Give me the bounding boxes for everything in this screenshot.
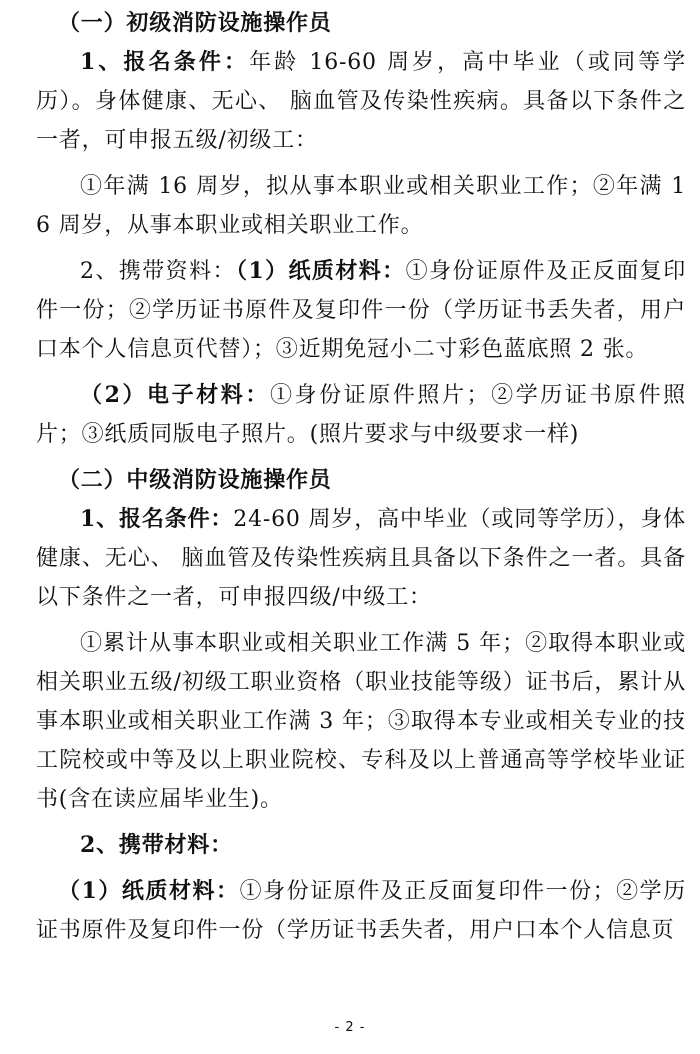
document-content	[36, 4, 686, 950]
section-1-item-3-label: （2）电子材料：	[80, 382, 270, 408]
section-2-item-3-text: ①身份证原件及正反面复印件一份；②学历证书原件及复印件一份（学历证书丢失者，用户口本个人信息页	[36, 879, 687, 943]
section-2-item-3-label: （1）纸质材料：	[58, 878, 240, 904]
section-2-item-1-paragraph	[36, 500, 686, 617]
section-2-item-1-label: 1、报名条件：	[80, 506, 234, 532]
section-2-item-1-text: 24-60 周岁，高中毕业（或同等学历），身体健康、无心、 脑血管及传染性疾病且具备以下条件之一者。具备以下条件之一者，可申报四级/中级工：	[36, 507, 686, 610]
section-1-item-2-sublabel: （1）纸质材料：	[235, 258, 406, 284]
section-2-heading: （二）中级消防设施操作员	[58, 467, 332, 493]
section-2-item-2-label: 2、携带材料：	[80, 832, 233, 858]
page-number: - 2 -	[334, 1020, 366, 1035]
section-1-item-3-paragraph	[36, 376, 686, 454]
section-1-item-1-label: 1、报名条件：	[80, 49, 250, 75]
section-1-item-2-label: 2、携带资料：	[80, 259, 236, 284]
section-2-item-3-paragraph	[36, 872, 686, 950]
section-1-item-1-text: 年龄 16-60 周岁，高中毕业（或同等学历）。身体健康、无心、 脑血管及传染性疾病。具备以下条件之一者，可申报五级/初级工：	[36, 50, 686, 153]
section-2-item-1-conditions: ①累计从事本职业或相关职业工作满 5 年；②取得本职业或相关职业五级/初级工职业资格（职业技能等级）证书后，累计从事本职业或相关职业工作满 3 年；③取得本专业或相关专业的技工院校或中等及以上职业院校、专科及以上普通高等学校毕业证书(含在读应届毕业生)。	[36, 631, 686, 812]
section-1-item-1-conditions: ①年满 16 周岁，拟从事本职业或相关职业工作；②年满 16 周岁，从事本职业或相关职业工作。	[36, 174, 686, 238]
section-1-heading: （一）初级消防设施操作员	[58, 10, 332, 36]
section-1-item-1-paragraph	[36, 43, 686, 160]
section-1-item-3-text: ①身份证原件照片；②学历证书原件照片；③纸质同版电子照片。(照片要求与中级要求一样)	[36, 383, 686, 447]
section-1-item-2-paragraph	[36, 252, 686, 369]
section-1-item-2-text: ①身份证原件及正反面复印件一份；②学历证书原件及复印件一份（学历证书丢失者，用户口本个人信息页代替）；③近期免冠小二寸彩色蓝底照 2 张。	[36, 259, 686, 362]
